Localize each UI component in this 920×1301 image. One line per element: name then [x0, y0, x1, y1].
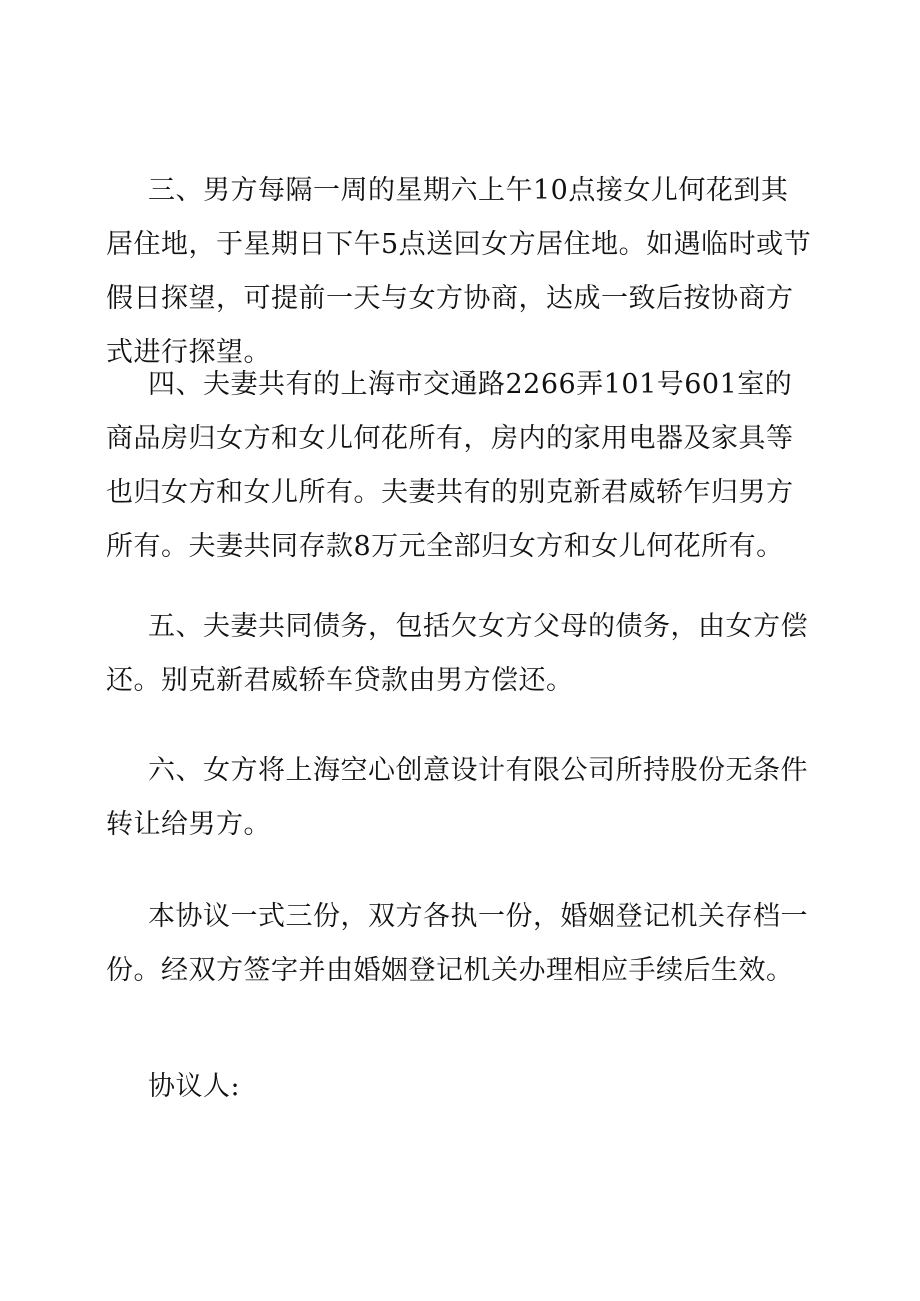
- clause-three-visitation: 三、男方每隔一周的星期六上午10点接女儿何花到其居住地，于星期日下午5点送回女方居住地。如遇临时或节假日探望，可提前一天与女方协商，达成一致后按协商方式进行探望。: [106, 175, 812, 368]
- agreement-copies-note: 本协议一式三份，双方各执一份，婚姻登记机关存档一份。经双方签字并由婚姻登记机关办理相应手续后生效。: [106, 901, 808, 986]
- clause-four-property: 四、夫妻共有的上海市交通路2266弄101号601室的商品房归女方和女儿何花所有，房内的家用电器及家具等也归女方和女儿所有。夫妻共有的别克新君威轿乍归男方所有。夫妻共同存款8万元全部归女方和女儿何花所有。: [106, 369, 794, 562]
- signatory-label: 协议人:: [148, 1071, 241, 1102]
- clause-six-shares: 六、女方将上海空心创意设计有限公司所持股份无条件转让给男方。: [106, 755, 808, 840]
- clause-five-debts: 五、夫妻共同债务，包括欠女方父母的债务，由女方偿还。别克新君威轿车贷款由男方偿还。: [106, 611, 808, 696]
